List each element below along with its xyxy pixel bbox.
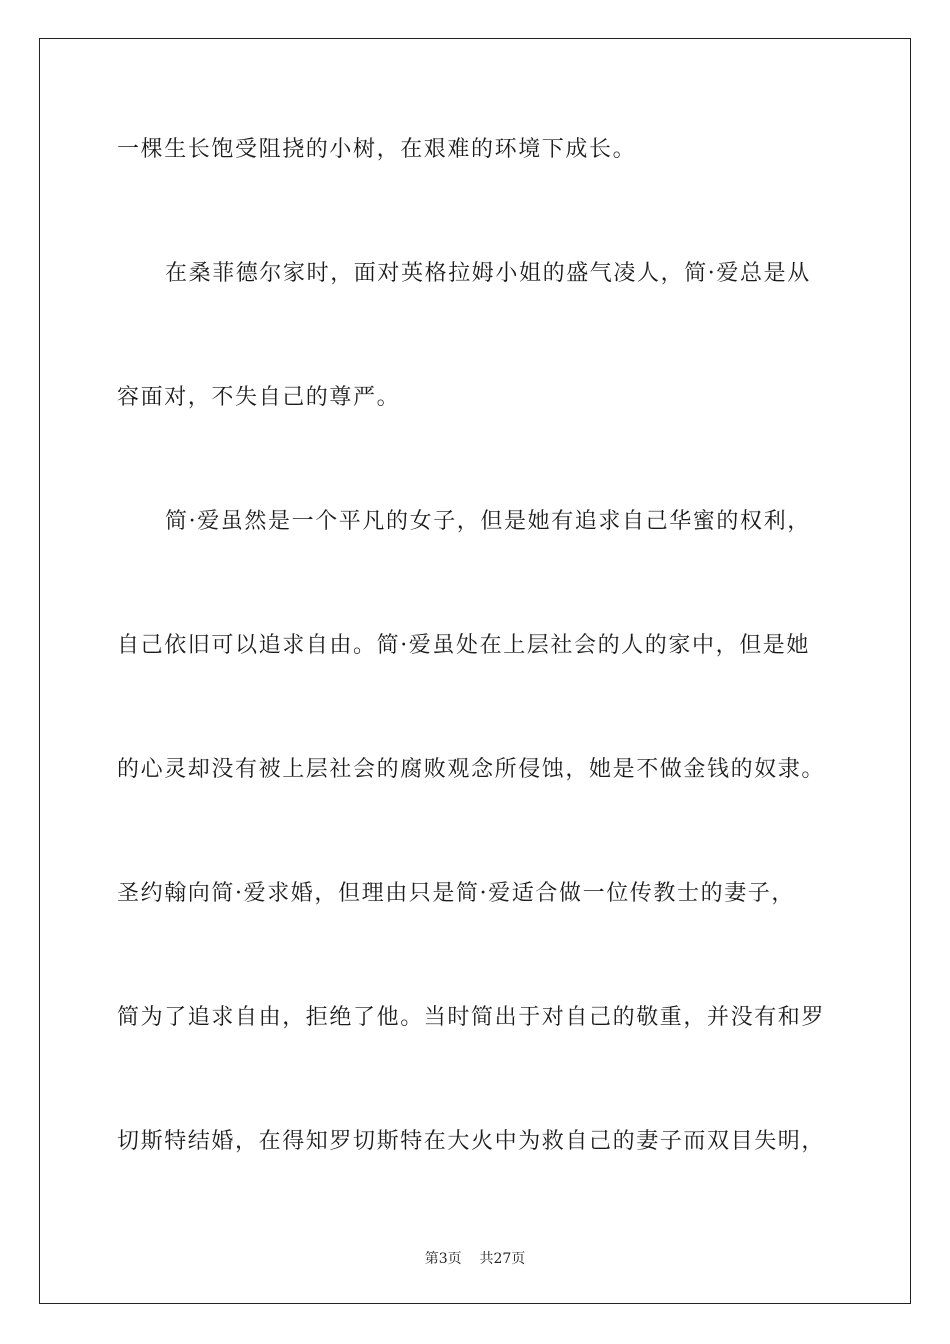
- page-footer: [0, 1248, 950, 1268]
- text-line-4: 简·爱虽然是一个平凡的女子，但是她有追求自己华蜜的权利，: [165, 509, 811, 534]
- text-line-7: 圣约翰向简·爱求婚，但理由只是简·爱适合做一位传教士的妻子，: [117, 881, 795, 906]
- text-line-3: 容面对，不失自己的尊严。: [117, 385, 401, 410]
- text-line-8: 简为了追求自由，拒绝了他。当时简出于对自己的敬重，并没有和罗: [117, 1005, 826, 1030]
- page-border: [39, 38, 911, 1304]
- text-line-2: 在桑菲德尔家时，面对英格拉姆小姐的盛气凌人，简·爱总是从: [165, 261, 811, 286]
- text-line-9: 切斯特结婚，在得知罗切斯特在大火中为救自己的妻子而双目失明，: [117, 1129, 826, 1154]
- text-line-5: 自己依旧可以追求自由。简·爱虽处在上层社会的人的家中，但是她: [117, 633, 810, 658]
- text-line-1: 一棵生长饱受阻挠的小树，在艰难的环境下成长。: [117, 137, 637, 162]
- page-number: 第3页: [424, 1251, 462, 1267]
- text-line-6: 的心灵却没有被上层社会的腐败观念所侵蚀，她是不做金钱的奴隶。: [117, 757, 826, 782]
- page-total: 共27页: [479, 1251, 526, 1267]
